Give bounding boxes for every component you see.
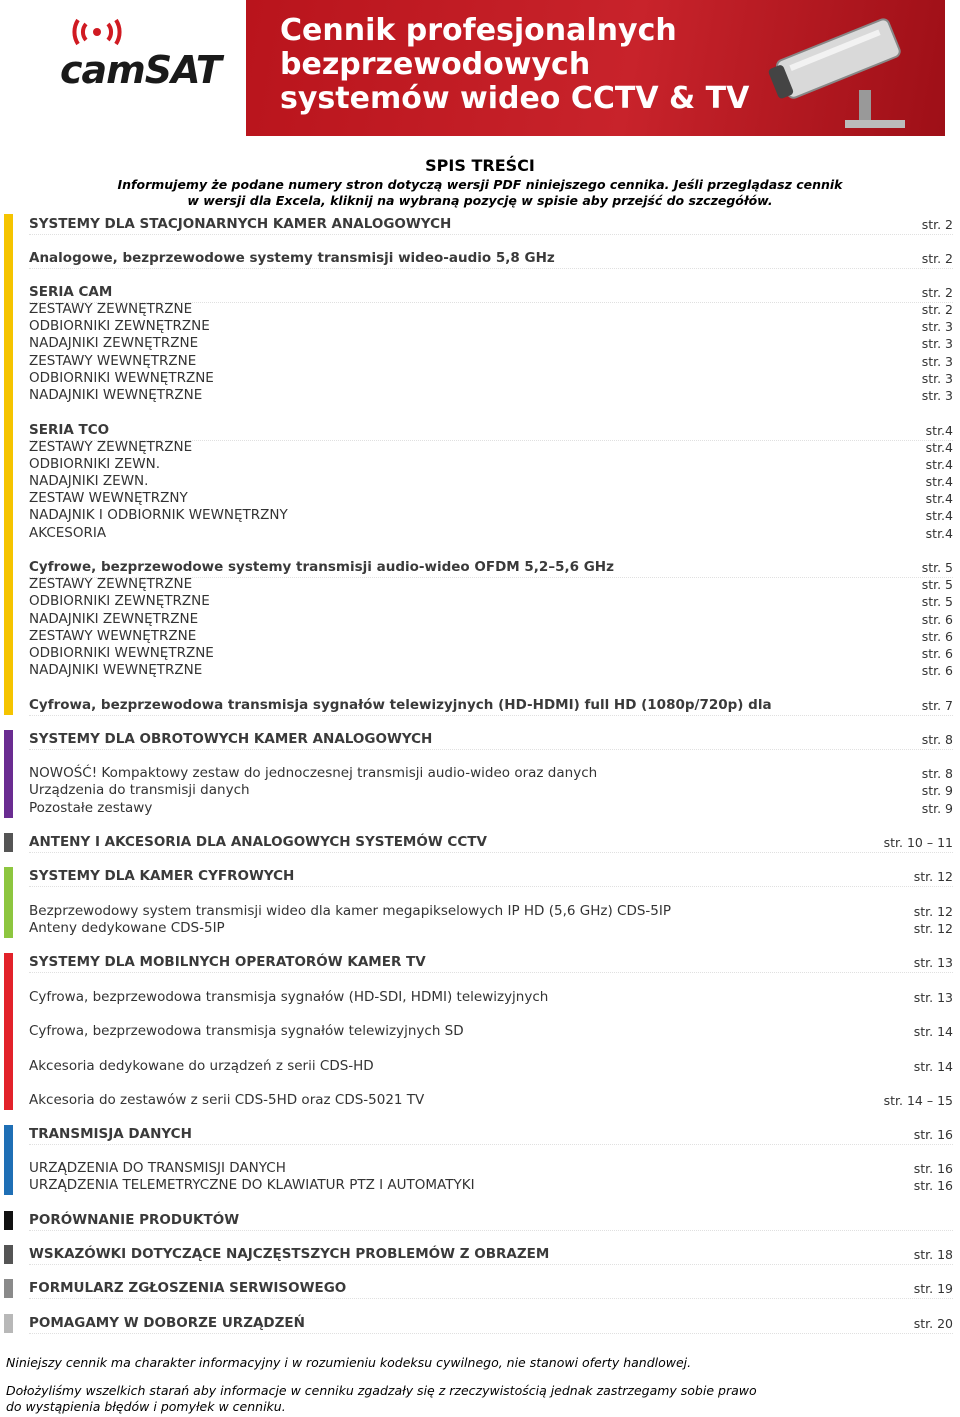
toc-entry-page: str. 6 [921, 612, 953, 627]
toc-entry-page: str.4 [925, 474, 953, 489]
toc-entry-page: str. 6 [921, 663, 953, 678]
toc-entry[interactable] [29, 731, 953, 748]
toc-entry[interactable] [29, 903, 953, 920]
toc-entry-page: str.4 [925, 457, 953, 472]
toc-entry-label: ZESTAWY ZEWNĘTRZNE [29, 439, 193, 455]
toc-entry-page: str. 16 [913, 1127, 953, 1142]
toc-entry[interactable] [29, 559, 953, 576]
toc-entry-page: str. 5 [921, 594, 953, 609]
toc-entry-label: Bezprzewodowy system transmisji wideo dla kamer megapikselowych IP HD (5,6 GHz) CDS-5IP [29, 903, 671, 919]
toc-entry-page: str. 2 [921, 251, 953, 266]
toc-entry-label: URZĄDZENIA DO TRANSMISJI DANYCH [29, 1160, 286, 1176]
notice-line-1: Informujemy że podane numery stron dotyczą wersji PDF niniejszego cennika. Jeśli przeglądasz cennik [117, 177, 843, 192]
toc-entry[interactable] [29, 697, 953, 714]
toc-entry[interactable] [29, 456, 953, 473]
toc-entry-page: str. 3 [921, 336, 953, 351]
toc-entry-label: Akcesoria do zestawów z serii CDS-5HD oraz CDS-5021 TV [29, 1092, 425, 1108]
toc-entry[interactable] [29, 765, 953, 782]
toc-entry[interactable] [29, 439, 953, 456]
toc-entry[interactable] [29, 645, 953, 662]
logo-text: camSAT [60, 48, 221, 92]
toc-entry-page: str. 6 [921, 646, 953, 661]
toc-entry-label: ANTENY I AKCESORIA DLA ANALOGOWYCH SYSTEMÓW CCTV [29, 834, 487, 850]
disclaimer-line-2b: do wystąpienia błędów i pomyłek w cenniku. [6, 1399, 286, 1414]
toc-entry-label: ODBIORNIKI ZEWN. [29, 456, 160, 472]
toc-entry-page: str.4 [925, 423, 953, 438]
toc-entry[interactable] [29, 782, 953, 799]
toc-entry-label: ZESTAWY ZEWNĘTRZNE [29, 576, 193, 592]
toc-entry-page: str.4 [925, 440, 953, 455]
toc-entry[interactable] [29, 507, 953, 524]
disclaimer-line-2a: Dołożyliśmy wszelkich starań aby informacje w cenniku zgadzały się z rzeczywistością jednak zastrzegamy sobie prawo [6, 1383, 757, 1398]
toc-entry-page: str. 12 [913, 904, 953, 919]
toc-entry-page: str. 3 [921, 319, 953, 334]
toc-entry[interactable] [29, 250, 953, 267]
toc-entry-page: str. 14 [913, 1024, 953, 1039]
toc-entry-page: str. 20 [913, 1316, 953, 1331]
toc-entry[interactable] [29, 800, 953, 817]
toc-entry-page: str.4 [925, 508, 953, 523]
toc-entry-page: str. 3 [921, 371, 953, 386]
toc-entry[interactable] [29, 1212, 953, 1229]
toc-entry-label: NADAJNIKI ZEWNĘTRZNE [29, 335, 199, 351]
section-color-bar [4, 1245, 13, 1264]
toc-entry-page: str. 19 [913, 1281, 953, 1296]
toc-entry[interactable] [29, 490, 953, 507]
toc-entry[interactable] [29, 989, 953, 1006]
toc-entry-page: str. 8 [921, 732, 953, 747]
banner-title-line-2: bezprzewodowych [280, 47, 591, 82]
toc-entry[interactable] [29, 834, 953, 851]
toc-entry-label: NADAJNIKI ZEWNĘTRZNE [29, 611, 199, 627]
banner-title-line-1: Cennik profesjonalnych [280, 13, 677, 48]
toc-entry[interactable] [29, 353, 953, 370]
toc-entry-label: Analogowe, bezprzewodowe systemy transmisji wideo-audio 5,8 GHz [29, 250, 555, 266]
toc-entry[interactable] [29, 1315, 953, 1332]
toc-entry-label: Akcesoria dedykowane do urządzeń z serii CDS-HD [29, 1058, 374, 1074]
toc-entry-page: str. 16 [913, 1178, 953, 1193]
toc-entry-page: str. 12 [913, 869, 953, 884]
toc-entry-label: PORÓWNANIE PRODUKTÓW [29, 1212, 240, 1228]
section-color-bar [4, 1314, 13, 1333]
toc-entry-label: SYSTEMY DLA KAMER CYFROWYCH [29, 868, 295, 884]
toc-entry-label: SYSTEMY DLA MOBILNYCH OPERATORÓW KAMER TV [29, 954, 426, 970]
toc-entry[interactable] [29, 370, 953, 387]
toc-entry-label: ZESTAWY WEWNĘTRZNE [29, 353, 197, 369]
toc-entry-page: str. 5 [921, 560, 953, 575]
toc-entry[interactable] [29, 1280, 953, 1297]
toc-entry-page: str. 6 [921, 629, 953, 644]
toc-entry-page: str. 16 [913, 1161, 953, 1176]
toc-entry[interactable] [29, 216, 953, 233]
toc-entry-label: TRANSMISJA DANYCH [29, 1126, 192, 1142]
toc-entry-page: str. 8 [921, 766, 953, 781]
toc-entry-page: str. 9 [921, 801, 953, 816]
toc-entry-page: str. 3 [921, 354, 953, 369]
toc-entry-label: SERIA CAM [29, 284, 113, 300]
toc-entry-label: FORMULARZ ZGŁOSZENIA SERWISOWEGO [29, 1280, 347, 1296]
toc-entry[interactable] [29, 920, 953, 937]
page-title: SPIS TREŚCI [425, 156, 535, 175]
toc-entry[interactable] [29, 662, 953, 679]
toc-entry-page: str. 2 [921, 302, 953, 317]
toc-entry-label: ODBIORNIKI WEWNĘTRZNE [29, 370, 214, 386]
disclaimer-line-2 [6, 1383, 757, 1415]
toc-entry-page: str. 18 [913, 1247, 953, 1262]
section-color-bar [4, 953, 13, 1110]
toc-entry[interactable] [29, 1023, 953, 1040]
toc-entry-page: str. 13 [913, 990, 953, 1005]
toc-entry[interactable] [29, 473, 953, 490]
toc-entry-label: Cyfrowa, bezprzewodowa transmisja sygnałów (HD-SDI, HDMI) telewizyjnych [29, 989, 549, 1005]
toc-entry-page: str. 14 – 15 [883, 1093, 953, 1108]
toc-entry-label: ZESTAW WEWNĘTRZNY [29, 490, 188, 506]
toc-entry[interactable] [29, 284, 953, 301]
toc-entry[interactable] [29, 576, 953, 593]
toc-entry-label: URZĄDZENIA TELEMETRYCZNE DO KLAWIATUR PTZ I AUTOMATYKI [29, 1177, 475, 1193]
toc-entry-label: Cyfrowe, bezprzewodowe systemy transmisji audio-wideo OFDM 5,2–5,6 GHz [29, 559, 614, 575]
toc-entry-page: str. 13 [913, 955, 953, 970]
toc-entry-label: Cyfrowa, bezprzewodowa transmisja sygnałów telewizyjnych SD [29, 1023, 464, 1039]
toc-entry-label: Anteny dedykowane CDS-5IP [29, 920, 225, 936]
toc-entry-page: str. 5 [921, 577, 953, 592]
toc-entry-label: ZESTAWY ZEWNĘTRZNE [29, 301, 193, 317]
toc-entry[interactable] [29, 525, 953, 542]
banner-title-line-3: systemów wideo CCTV & TV [280, 81, 750, 116]
toc-entry-page: str. 12 [913, 921, 953, 936]
section-color-bar [4, 867, 13, 938]
toc-entry-label: NADAJNIK I ODBIORNIK WEWNĘTRZNY [29, 507, 288, 523]
toc-entry-page: str. 10 – 11 [883, 835, 953, 850]
toc-entry[interactable] [29, 628, 953, 645]
toc-entry[interactable] [29, 318, 953, 335]
toc-entry-page: str. 7 [921, 698, 953, 713]
toc-entry[interactable] [29, 301, 953, 318]
toc-entry-page: str. 2 [921, 285, 953, 300]
toc-entry[interactable] [29, 1058, 953, 1075]
section-color-bar [4, 1211, 13, 1230]
toc-entry-label: WSKAZÓWKI DOTYCZĄCE NAJCZĘSTSZYCH PROBLEMÓW Z OBRAZEM [29, 1246, 550, 1262]
toc-entry[interactable] [29, 954, 953, 971]
toc-entry-label: ZESTAWY WEWNĘTRZNE [29, 628, 197, 644]
toc-entry-label: POMAGAMY W DOBORZE URZĄDZEŃ [29, 1315, 305, 1331]
toc-entry-label: Urządzenia do transmisji danych [29, 782, 250, 798]
toc-entry[interactable] [29, 1177, 953, 1194]
section-color-bar [4, 1279, 13, 1298]
toc-entry[interactable] [29, 335, 953, 352]
toc-entry[interactable] [29, 387, 953, 404]
toc-entry-label: SYSTEMY DLA OBROTOWYCH KAMER ANALOGOWYCH [29, 731, 433, 747]
toc-entry-label: AKCESORIA [29, 525, 107, 541]
toc-entry[interactable] [29, 1160, 953, 1177]
toc-entry-label: Pozostałe zestawy [29, 800, 153, 816]
toc-entry[interactable] [29, 422, 953, 439]
section-color-bar [4, 833, 13, 852]
section-color-bar [4, 214, 13, 715]
toc-entry-page: str. 9 [921, 783, 953, 798]
toc-entry-page: str.4 [925, 491, 953, 506]
disclaimer-line-1: Niniejszy cennik ma charakter informacyjny i w rozumieniu kodeksu cywilnego, nie stanowi oferty handlowej. [6, 1355, 692, 1370]
toc-entry-label: NADAJNIKI WEWNĘTRZNE [29, 387, 203, 403]
toc-entry[interactable] [29, 868, 953, 885]
toc-entry-label: NOWOŚĆ! Kompaktowy zestaw do jednoczesnej transmisji audio-wideo oraz danych [29, 765, 598, 781]
toc-entry-label: ODBIORNIKI WEWNĘTRZNE [29, 645, 214, 661]
toc-entry-page: str. 14 [913, 1059, 953, 1074]
toc-entry-label: ODBIORNIKI ZEWNĘTRZNE [29, 593, 210, 609]
toc-entry-page: str. 2 [921, 217, 953, 232]
toc-entry[interactable] [29, 593, 953, 610]
toc-entry[interactable] [29, 1246, 953, 1263]
toc-entry-label: NADAJNIKI ZEWN. [29, 473, 149, 489]
toc-entry-label: NADAJNIKI WEWNĘTRZNE [29, 662, 203, 678]
section-color-bar [4, 730, 13, 818]
toc-entry-page: str.4 [925, 526, 953, 541]
notice-line-2: w wersji dla Excela, kliknij na wybraną pozycję w spisie aby przejść do szczegółów. [187, 193, 773, 208]
toc-entry[interactable] [29, 611, 953, 628]
toc-entry-label: ODBIORNIKI ZEWNĘTRZNE [29, 318, 210, 334]
toc-entry-label: SERIA TCO [29, 422, 110, 438]
toc-entry-label: Cyfrowa, bezprzewodowa transmisja sygnałów telewizyjnych (HD-HDMI) full HD (1080p/720p) dla [29, 697, 772, 713]
section-color-bar [4, 1125, 13, 1195]
toc-entry-page: str. 3 [921, 388, 953, 403]
toc-entry[interactable] [29, 1092, 953, 1109]
toc-entry[interactable] [29, 1126, 953, 1143]
toc-entry-label: SYSTEMY DLA STACJONARNYCH KAMER ANALOGOWYCH [29, 216, 452, 232]
